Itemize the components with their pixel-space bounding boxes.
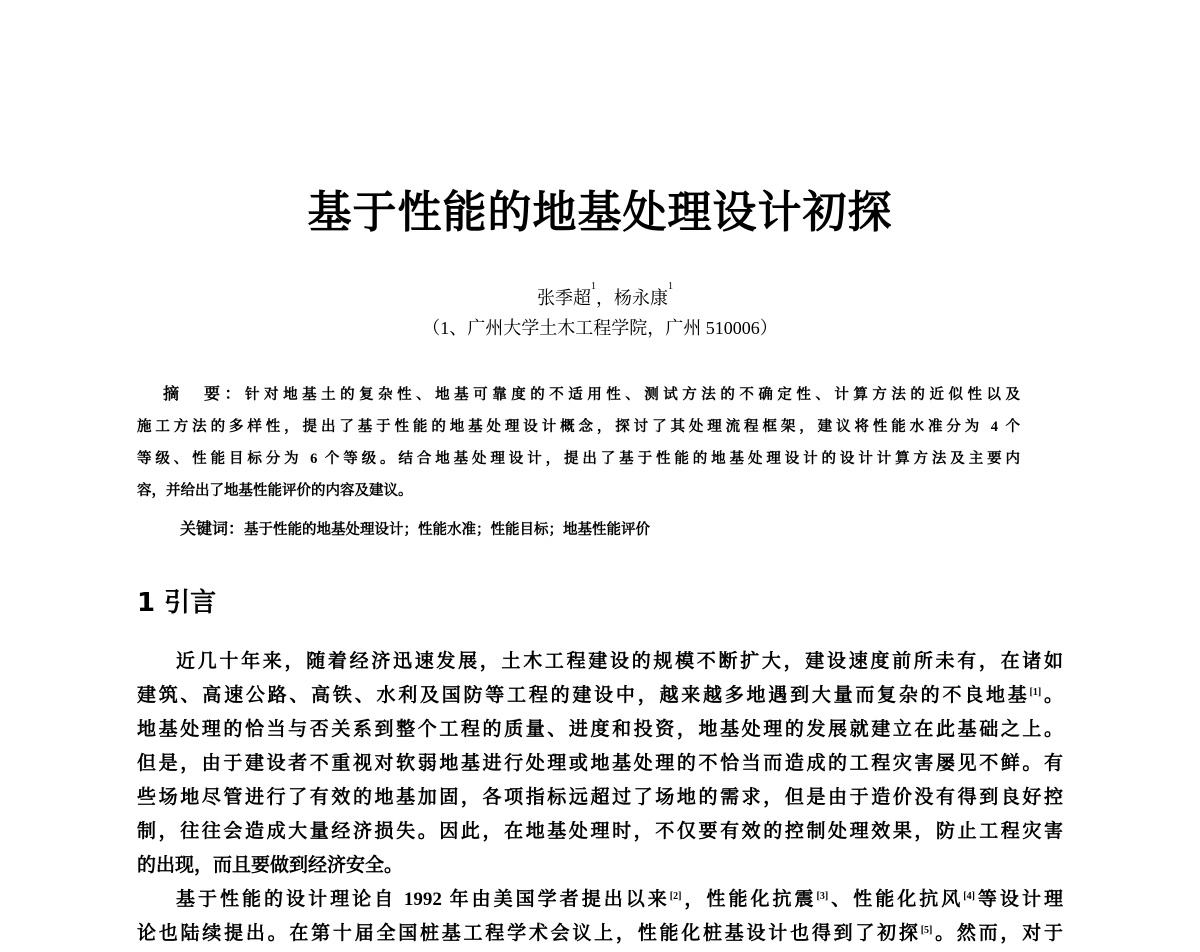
citation: [2]	[669, 891, 682, 902]
body-line: 制，往往会造成大量经济损失。因此，在地基处理时，不仅要有效的控制处理效果，防止工程灾害	[137, 821, 1063, 842]
body-line: 些场地尽管进行了有效的地基加固，各项指标远超过了场地的需求，但是由于造价没有得到良好控	[137, 787, 1063, 808]
affiliation-mark: 1	[591, 281, 596, 292]
keywords-label: 关键词：	[180, 521, 245, 538]
abstract-label: 摘 要：	[163, 386, 246, 403]
citation: [3]	[816, 891, 829, 902]
text: 论也陆续提出。在第十届全国桩基工程学术会议上，性能化桩基设计也得到了初探	[137, 923, 921, 944]
affiliation-mark: 1	[668, 281, 673, 292]
body-line	[137, 683, 1063, 709]
author-name: 张季超	[537, 288, 591, 308]
body-line: 近几十年来，随着经济迅速发展，土木工程建设的规模不断扩大，建设速度前所未有，在诸如	[176, 651, 1063, 672]
citation: [4]	[963, 891, 975, 902]
body-line	[176, 887, 1063, 913]
author-name: 杨永康	[614, 288, 668, 308]
section-heading: 1 引言	[137, 588, 217, 618]
citation: [1]	[1029, 687, 1042, 698]
citation: [5]	[920, 925, 933, 936]
body-line: 地基处理的恰当与否关系到整个工程的质量、进度和投资，地基处理的发展就建立在此基础之上。	[137, 719, 1063, 740]
abstract-line: 容，并给出了地基性能评价的内容及建议。	[137, 483, 413, 499]
body-line	[137, 921, 1063, 947]
separator: ，	[596, 288, 614, 308]
paper-title: 基于性能的地基处理设计初探	[307, 187, 893, 238]
text: 、性能化抗风	[828, 889, 964, 910]
text: 等设计理	[974, 889, 1063, 910]
text: 。	[1041, 685, 1063, 706]
text: 。然而，对于	[932, 923, 1063, 944]
text: 建筑、高速公路、高铁、水利及国防等工程的建设中，越来越多地遇到大量而复杂的不良地基	[137, 685, 1030, 706]
text: 基于性能的设计理论自 1992 年由美国学者提出以来	[176, 889, 670, 910]
text: ，性能化抗震	[681, 889, 817, 910]
abstract-line: 等级、性能目标分为 6 个等级。结合地基处理设计，提出了基于性能的地基处理设计的设计计算方法及主要内	[137, 451, 1020, 467]
affiliation: （1、广州大学土木工程学院，广州 510006）	[422, 318, 778, 338]
authors	[0, 281, 1200, 310]
body-line: 的出现，而且要做到经济安全。	[137, 855, 404, 876]
abstract-line	[163, 385, 1020, 405]
body-line: 但是，由于建设者不重视对软弱地基进行处理或地基处理的不恰当而造成的工程灾害屡见不鲜。有	[137, 753, 1063, 774]
keywords-line	[180, 520, 1063, 540]
keywords-text: 基于性能的地基处理设计；性能水准；性能目标；地基性能评价	[244, 522, 651, 538]
abstract-line: 施工方法的多样性，提出了基于性能的地基处理设计概念，探讨了其处理流程框架，建议将性能水准分为 4 个	[137, 419, 1020, 435]
abstract-text: 针对地基土的复杂性、地基可靠度的不适用性、测试方法的不确定性、计算方法的近似性以及	[245, 387, 1020, 403]
